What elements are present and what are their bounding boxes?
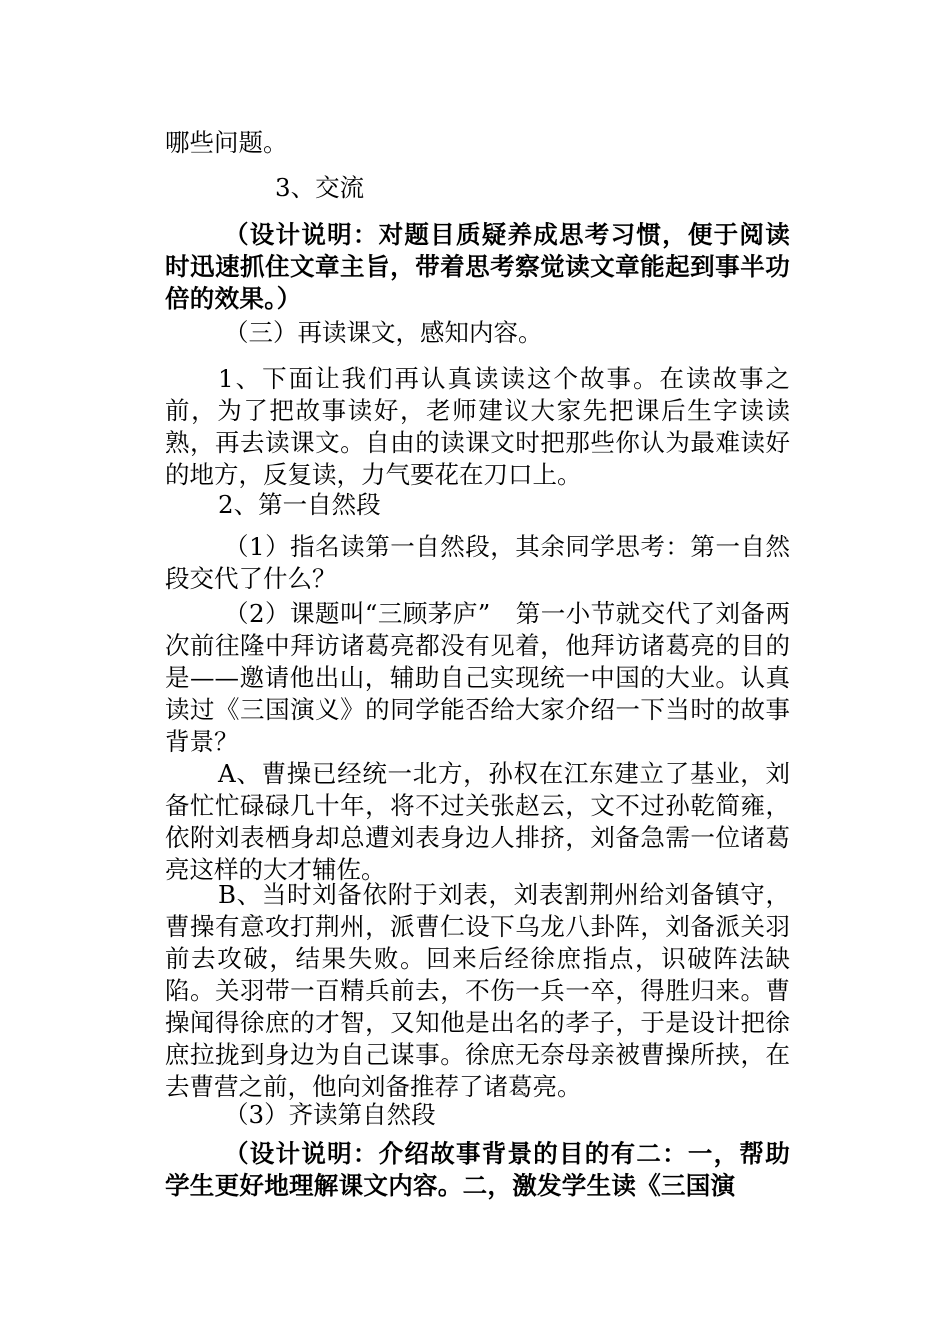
design-note-1: （设计说明：对题目质疑养成思考习惯，便于阅读时迅速抓住文章主旨，带着思考察觉读文章能起到事半功倍的效果。） [165, 220, 790, 313]
section-heading-3: （三）再读课文，感知内容。 [224, 318, 543, 347]
paragraph-option-b: B、当时刘备依附于刘表，刘表割荆州给刘备镇守，曹操有意攻打荆州，派曹仁设下乌龙八卦阵，刘备派关羽前去攻破，结果失败。回来后经徐庶指点，识破阵法缺陷。关羽带一百精兵前去，不伤一兵一卒，得胜归来。曹操闻得徐庶的才智，又知他是出名的孝子，于是设计把徐庶拉拢到身边为自己谋事。徐庶无奈母亲被曹操所挟，在去曹营之前，他向刘备推荐了诸葛亮。 [165, 880, 790, 1101]
design-note-2: （设计说明：介绍故事背景的目的有二：一，帮助学生更好地理解课文内容。二，激发学生读《三国演 [165, 1139, 790, 1200]
paragraph-continuation: 哪些问题。 [165, 128, 288, 157]
paragraph-sub-3: （3）齐读第自然段 [224, 1100, 436, 1129]
paragraph-step-3: 3、交流 [275, 173, 365, 202]
paragraph-step-1: 1、下面让我们再认真读读这个故事。在读故事之前，为了把故事读好，老师建议大家先把课后生字读读熟，再去读课文。自由的读课文时把那些你认为最难读好的地方，反复读，力气要花在刀口上。 [165, 364, 790, 489]
paragraph-sub-1: （1）指名读第一自然段，其余同学思考：第一自然段交代了什么？ [165, 532, 790, 593]
paragraph-sub-2: （2）课题叫“三顾茅庐” 第一小节就交代了刘备两次前往隆中拜访诸葛亮都没有见着，他拜访诸葛亮的目的是——邀请他出山，辅助自己实现统一中国的大业。认真读过《三国演义》的同学能否给大家介绍一下当时的故事背景？ [165, 599, 790, 756]
paragraph-option-a: A、曹操已经统一北方，孙权在江东建立了基业，刘备忙忙碌碌几十年，将不过关张赵云，文不过孙乾简雍，依附刘表栖身却总遭刘表身边人排挤，刘备急需一位诸葛亮这样的大才辅佐。 [165, 759, 790, 884]
paragraph-step-2: 2、第一自然段 [218, 490, 381, 519]
